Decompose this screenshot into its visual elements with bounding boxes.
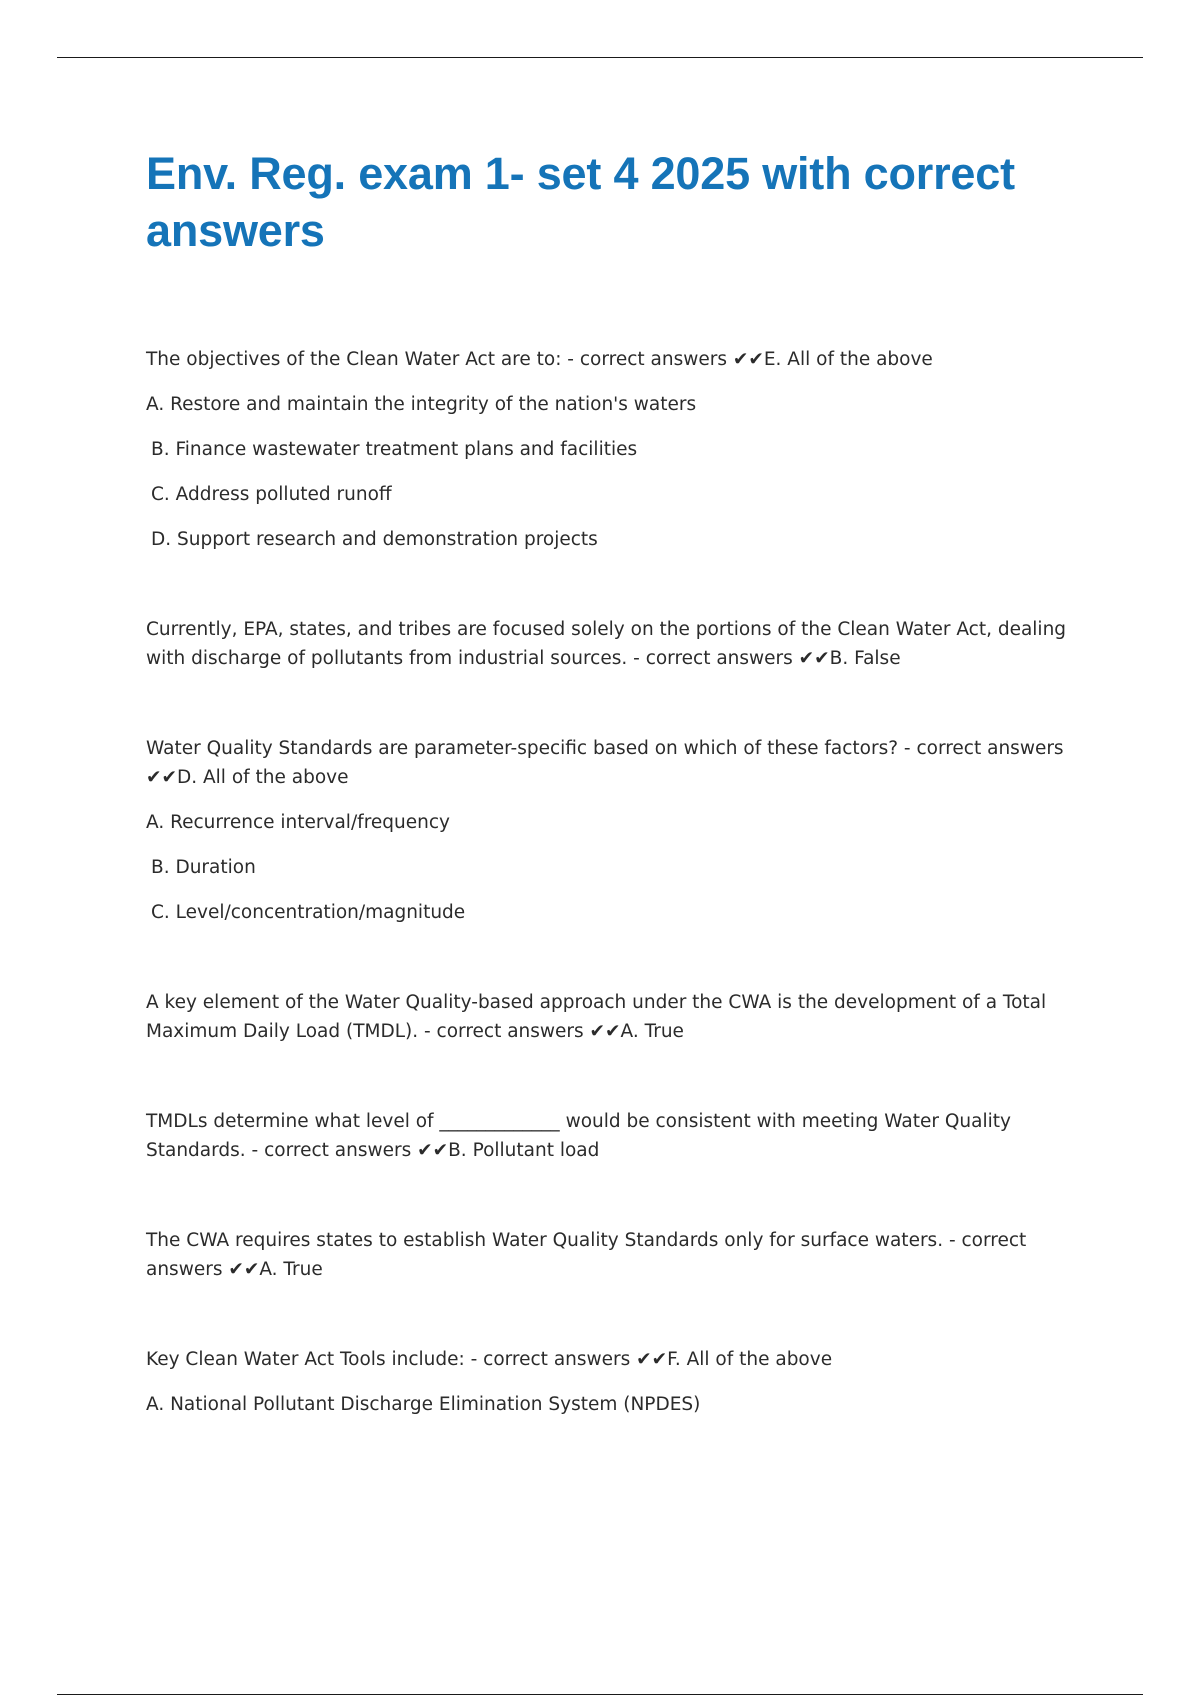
option-a: A. Restore and maintain the integrity of the nation's waters bbox=[146, 394, 697, 415]
option-b: B. Finance wastewater treatment plans and facilities bbox=[151, 439, 638, 460]
question-1 bbox=[146, 345, 1096, 554]
question-7 bbox=[146, 1345, 1096, 1419]
option-a: A. National Pollutant Discharge Elimination System (NPDES) bbox=[146, 1394, 701, 1415]
option-d: D. Support research and demonstration projects bbox=[151, 529, 598, 550]
question-list bbox=[146, 345, 1096, 1419]
question-text: Key Clean Water Act Tools include: - correct answers ✔✔F. All of the above bbox=[146, 1349, 833, 1370]
option-c: C. Address polluted runoff bbox=[151, 484, 392, 505]
top-rule bbox=[57, 57, 1143, 58]
question-6 bbox=[146, 1226, 1096, 1284]
question-text: TMDLs determine what level of _____________ would be consistent with meeting Water Quality Standards. - correct answers ✔✔B. Pollutant load bbox=[146, 1111, 1011, 1161]
bottom-rule bbox=[57, 1694, 1143, 1695]
question-5 bbox=[146, 1107, 1096, 1165]
option-b: B. Duration bbox=[151, 857, 256, 878]
question-text: Currently, EPA, states, and tribes are focused solely on the portions of the Clean Water Act, dealing with discharge of pollutants from industrial sources. - correct answers ✔✔B. False bbox=[146, 619, 1067, 669]
question-text: Water Quality Standards are parameter-specific based on which of these factors? - correct answers ✔✔D. All of the above bbox=[146, 738, 1064, 788]
option-c: C. Level/concentration/magnitude bbox=[151, 902, 466, 923]
document-title: Env. Reg. exam 1- set 4 2025 with correct answers bbox=[146, 148, 1015, 256]
question-text: The CWA requires states to establish Water Quality Standards only for surface waters. - correct answers ✔✔A. True bbox=[146, 1230, 1027, 1280]
question-text: The objectives of the Clean Water Act are to: - correct answers ✔✔E. All of the above bbox=[146, 349, 933, 370]
question-text: A key element of the Water Quality-based approach under the CWA is the development of a Total Maximum Daily Load (TMDL). - correct answers ✔✔A. True bbox=[146, 992, 1047, 1042]
question-2 bbox=[146, 615, 1096, 673]
question-3 bbox=[146, 734, 1096, 927]
question-4 bbox=[146, 988, 1096, 1046]
option-a: A. Recurrence interval/frequency bbox=[146, 812, 450, 833]
